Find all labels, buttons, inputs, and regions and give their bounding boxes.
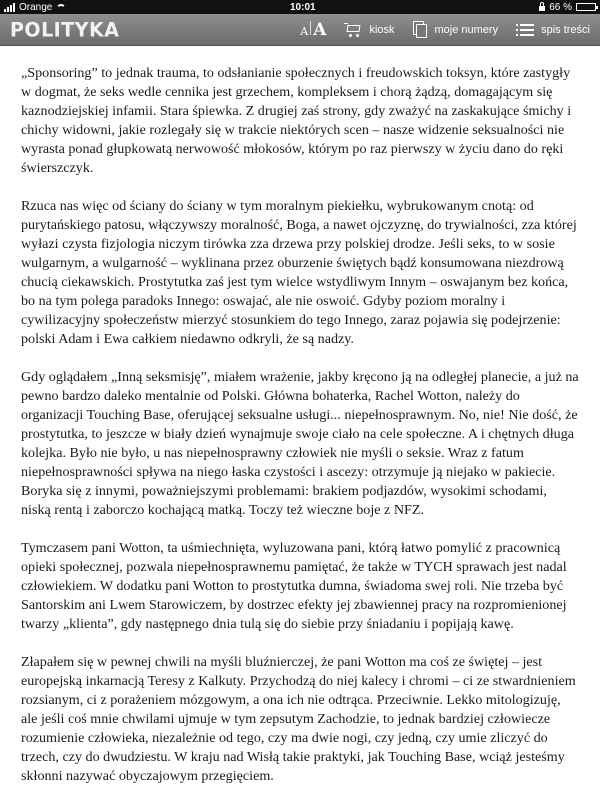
cart-icon (344, 23, 362, 37)
clock: 10:01 (289, 1, 316, 13)
lock-icon (539, 6, 545, 11)
article-paragraph: Tymczasem pani Wotton, ta uśmiechnięta, wyluzowana pani, którą łatwo pomylić z pracownicą opieki społecznej, pozwala niepełnosprawnemu pamiętać, że także w TYCH sprawach jest nadal człowiekiem. W dodatku pani Wotton to prostytutka dumna, świadoma swej roli. Nie trzeba być Santorskim ani Lwem Starowiczem, by dostrzec efekty jej zbawiennej pracy na rozpromienionej twarzy „klienta”, gdy następnego dnia tulą się do siebie przy śniadaniu i popijają kawę. (21, 540, 567, 632)
article-body[interactable] (0, 46, 600, 786)
my-issues-label: moje numery (434, 23, 499, 36)
my-issues-button[interactable] (413, 21, 499, 38)
article-paragraph: Złapałem się w pewnej chwili na myśli bluźnierczej, że pani Wotton ma coś ze świętej – jest europejską inkarnacją Teresy z Kalkuty. Przychodzą do niej kalecy i chromi – ci ze stwardnieniem rozsianym, ci z porażeniem mózgowym, a ona ich nie odtrąca. Przeciwnie. Lekko mitologizuję, ale jeśli coś mnie chwilami ujmuje w tym zepsutym Zachodzie, to jednak bardziej człowiecze rozumienie człowieka, niezależnie od tego, czy ma dwie nogi, czy jedną, czy umie zliczyć do trzech, czy do dwudziestu. W kraju nad Wisłą takie praktyki, jak Touching Base, wciąż jesteśmy skłonni nazywać obyczajowym przegięciem. (21, 654, 576, 784)
font-size-button[interactable] (300, 20, 326, 40)
list-icon (516, 24, 534, 36)
status-right (539, 2, 596, 13)
signal-icon (4, 3, 15, 12)
app-toolbar (0, 14, 600, 46)
kiosk-button[interactable] (344, 23, 394, 37)
article-paragraph: Gdy oglądałem „Inną seksmisję”, miałem wrażenie, jakby kręcono ją na odległej planecie, a już na pewno bardzo daleko mentalnie od Polski. Główna bohaterka, Rachel Wotton, należy do organizacji Touching Base, oferującej seksualne usługi... niepełnosprawnym. No, nie! Nie dość, że prostytutka, to jeszcze w biały dzień wynajmuje swoje ciało na cele społeczne. A i chętnych długa kolejka. Było nie było, u nas niepełnosprawny człowiek nie myśli o seksie. Wraz z fatum niepełnosprawności spływa na niego łaska czystości i ascezy: otrzymuje ją niejako w pakiecie. Boryka się z innymi, poważniejszymi problemami: brakiem podjazdów, wysokimi schodami, niską rentą i zaborczo kochającą matką. Toczy też wieczne boje z NFZ. (21, 369, 579, 518)
table-of-contents-label: spis treści (541, 23, 590, 36)
toolbar-actions (300, 20, 590, 40)
battery-icon (576, 3, 596, 11)
font-size-big-glyph: A (313, 19, 327, 40)
carrier-name: Orange (19, 1, 53, 13)
font-size-divider (310, 21, 311, 35)
article-paragraph: „Sponsoring” to jednak trauma, to odsłanianie społecznych i freudowskich toksyn, które zastygły w dogmat, że seks wedle cennika jest grzechem, kompleksem i chorą żądzą, domagającym się kaznodziejskiej infamii. Stara śpiewka. Z drugiej zaś strony, gdy zważyć na zaskakujące śmichy i chichy widowni, jakie rozlegały się w trakcie niektórych scen – nasze widzenie seksualności nie wyrasta ponad głupkowatą nerwowość młokosów, którym po raz pierwszy w życiu dano do ręki świerszczyk. (21, 65, 572, 176)
polityka-logo: POLITYKA (10, 17, 120, 42)
battery-percent: 66 % (549, 1, 572, 13)
table-of-contents-button[interactable] (516, 24, 590, 36)
issues-icon (413, 21, 428, 38)
article-paragraph: Rzuca nas więc od ściany do ściany w tym moralnym piekiełku, wybrukowanym cnotą: od purytańskiego patosu, włączywszy moralność, Boga, a nawet ojczyznę, do trywialności, zza której wyłazi czysta fizjologia niczym tirówka zza drzewa przy polskiej drodze. Jeśli seks, to w sosie wulgarnym, a wulgarność – wyklinana przez oburzenie świętych bądź konsumowana niezdrową chucią ciekawskich. Prostytutka zaś jest tym wielce wstydliwym Innym – oswajanym bez końca, bo na tym polega paradoks Innego: oswajać, ale nie oswoić. Gdyby poziom moralny i cywilizacyjny społeczeństw mierzyć stosunkiem do tego Innego, zaraz pojawia się podejrzenie: polski Adam i Ewa całkiem niedawno odkryli, że są nadzy. (21, 198, 577, 347)
wifi-icon (56, 4, 66, 11)
kiosk-label: kiosk (369, 23, 395, 36)
status-bar (0, 0, 600, 14)
font-size-small-glyph: A (300, 24, 309, 38)
status-left (4, 2, 66, 13)
